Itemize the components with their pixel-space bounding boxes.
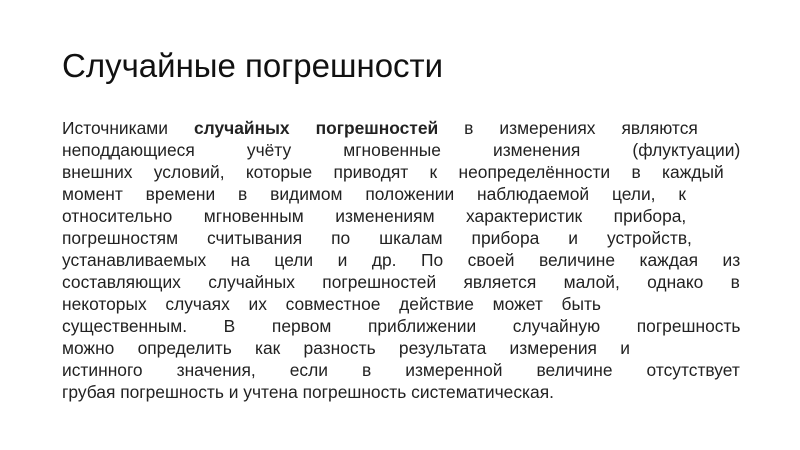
body-line-3: внешних условий, которые приводят к неопределённости в каждый (62, 162, 724, 182)
body-line-4: момент времени в видимом положении наблюдаемой цели, к (62, 184, 686, 204)
body-line-1-start: Источниками (62, 118, 194, 138)
body-line-5: относительно мгновенным изменениям характеристик прибора, (62, 206, 687, 226)
body-line-2: неподдающиеся учёту мгновенные изменения (флуктуации) (62, 140, 741, 160)
body-line-1 (62, 117, 740, 139)
body-line-6: погрешностям считывания по шкалам прибора и устройств, (62, 228, 692, 248)
body-line-9: некоторых случаях их совместное действие может быть (62, 294, 601, 314)
body-line-11: можно определить как разность результата измерения и (62, 338, 630, 358)
slide-title: Случайные погрешности (62, 47, 444, 84)
emphasis-random-errors: случайных погрешностей (193, 118, 439, 138)
body-line-1-end: в измерениях являются (438, 118, 698, 138)
body-line-8: составляющих случайных погрешностей является малой, однако в (62, 272, 740, 292)
body-line-10: существенным. В первом приближении случайную погрешность (62, 316, 741, 336)
body-line-7: устанавливаемых на цели и др. По своей величине каждая из (62, 250, 741, 270)
body-line-12: истинного значения, если в измеренной величине отсутствует (62, 360, 740, 380)
slide-body (62, 117, 740, 403)
body-line-13: грубая погрешность и учтена погрешность систематическая. (62, 382, 554, 402)
